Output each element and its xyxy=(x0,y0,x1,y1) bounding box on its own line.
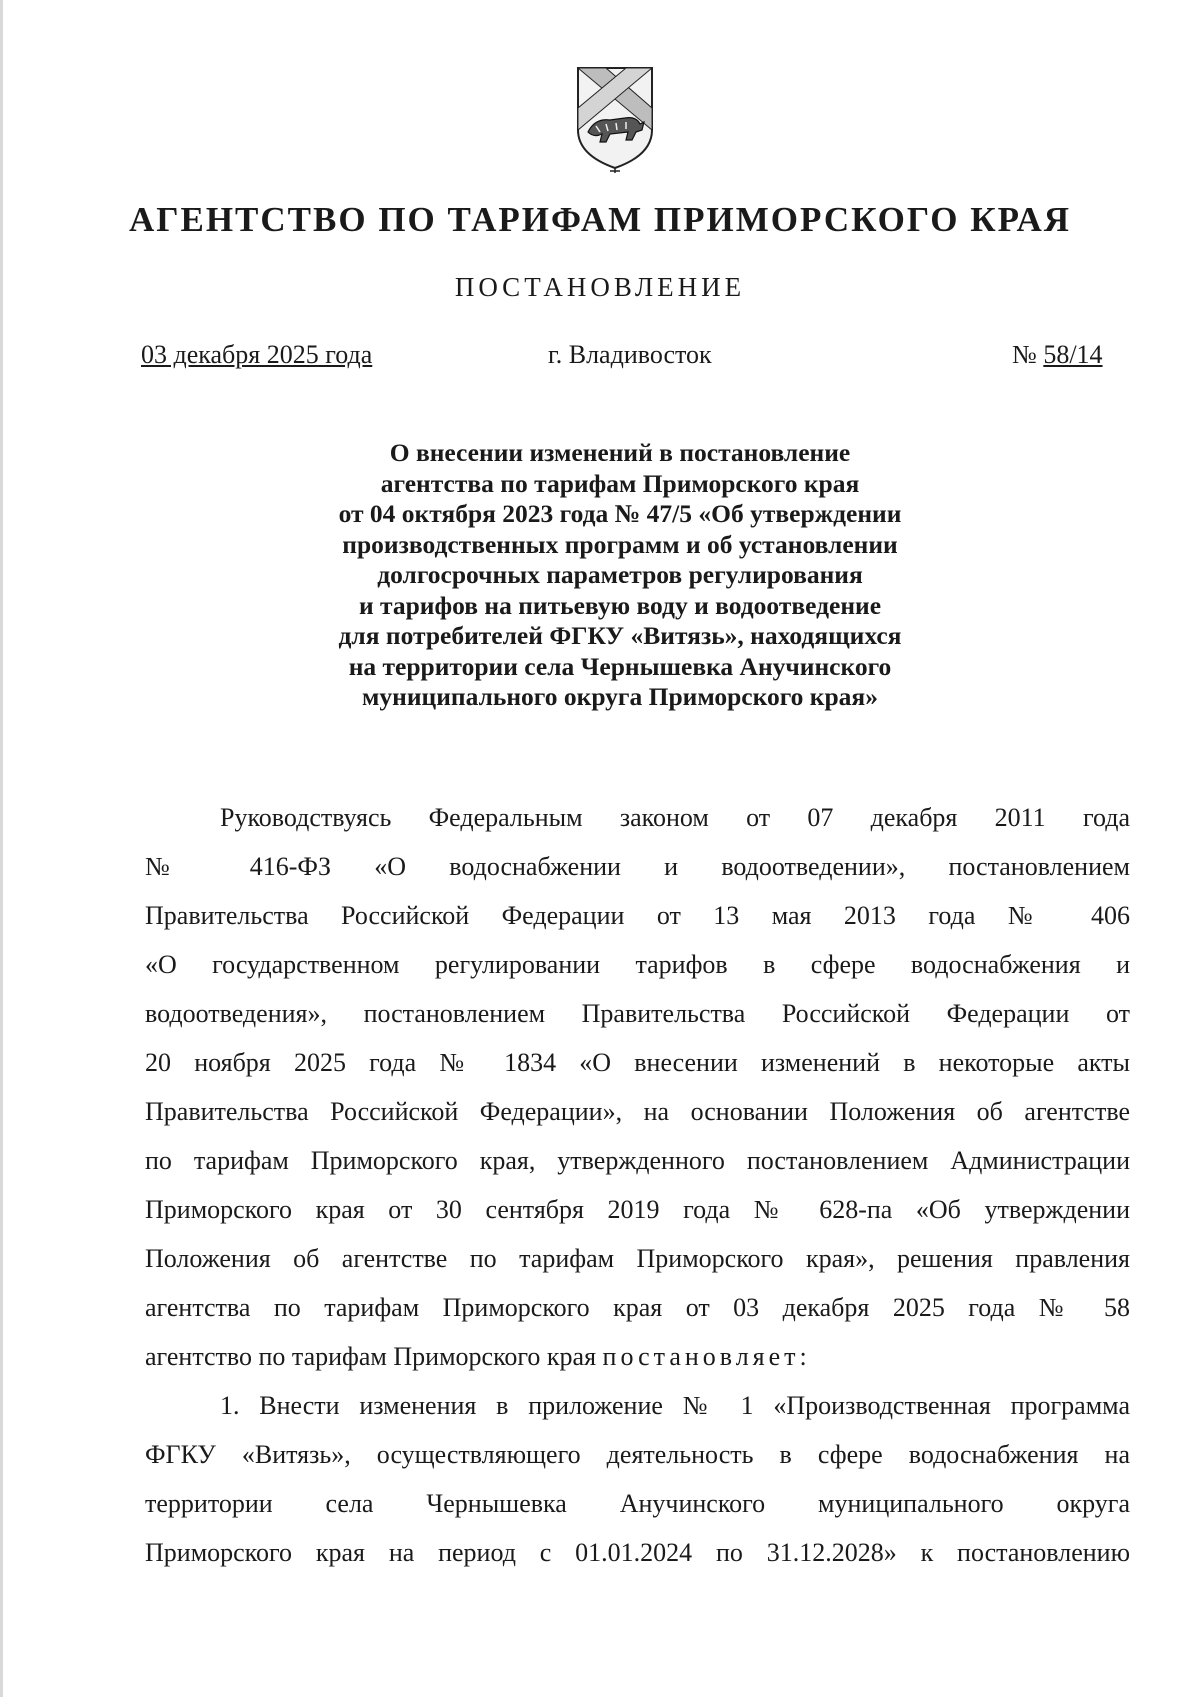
decree-line xyxy=(145,1332,1130,1381)
body-line: агентства по тарифам Приморского края от 03 декабря 2025 года № 58 xyxy=(145,1293,1130,1322)
agency-name: АГЕНТСТВО ПО ТАРИФАМ ПРИМОРСКОГО КРАЯ xyxy=(128,200,1072,239)
item-line: территории села Чернышевка Анучинского муниципального округа xyxy=(145,1489,1130,1518)
body-line: № 416-ФЗ «О водоснабжении и водоотведении», постановлением xyxy=(145,852,1130,881)
body-line: Правительства Российской Федерации», на основании Положения об агентстве xyxy=(145,1097,1130,1126)
body-line: Приморского края от 30 сентября 2019 года № 628-па «Об утверждении xyxy=(145,1195,1130,1224)
decree-word: постановляет: xyxy=(602,1342,811,1371)
document-number xyxy=(1012,340,1103,370)
body-line: 20 ноября 2025 года № 1834 «О внесении изменений в некоторые акты xyxy=(145,1048,1130,1077)
title-line: агентства по тарифам Приморского края xyxy=(380,468,860,498)
document-title xyxy=(200,438,1040,713)
item-line: Приморского края на период с 01.01.2024 по 31.12.2028» к постановлению xyxy=(145,1538,1130,1567)
coat-of-arms-icon xyxy=(570,60,660,175)
body-line: Руководствуясь Федеральным законом от 07 декабря 2011 года xyxy=(220,803,1130,832)
body-line: Положения об агентстве по тарифам Приморского края», решения правления xyxy=(145,1244,1130,1273)
title-line: производственных программ и об установлении xyxy=(342,529,898,559)
document-body xyxy=(145,793,1130,1577)
document-type: ПОСТАНОВЛЕНИЕ xyxy=(454,272,746,302)
title-line: О внесении изменений в постановление xyxy=(389,438,851,467)
item-line: 1. Внести изменения в приложение № 1 «Производственная программа xyxy=(220,1391,1130,1420)
title-line: на территории села Чернышевка Анучинского xyxy=(348,651,892,681)
number-value: 58/14 xyxy=(1043,340,1103,369)
decree-prefix: агентство по тарифам Приморского края xyxy=(145,1342,603,1371)
document-city: г. Владивосток xyxy=(548,340,712,369)
document-date: 03 декабря 2025 года xyxy=(141,340,373,369)
body-line: «О государственном регулировании тарифов в сфере водоснабжения и xyxy=(145,950,1130,979)
title-line: от 04 октября 2023 года № 47/5 «Об утверждении xyxy=(338,499,902,528)
number-prefix: № xyxy=(1012,340,1037,369)
title-line: муниципального округа Приморского края» xyxy=(362,682,878,711)
scan-edge xyxy=(0,0,3,1697)
title-line: долгосрочных параметров регулирования xyxy=(377,560,863,589)
body-line: по тарифам Приморского края, утвержденного постановлением Администрации xyxy=(145,1146,1130,1175)
title-line: для потребителей ФГКУ «Витязь», находящихся xyxy=(338,621,902,650)
item-line: ФГКУ «Витязь», осуществляющего деятельность в сфере водоснабжения на xyxy=(145,1440,1130,1469)
title-line: и тарифов на питьевую воду и водоотведение xyxy=(358,590,882,620)
body-line: водоотведения», постановлением Правительства Российской Федерации от xyxy=(145,999,1130,1028)
body-line: Правительства Российской Федерации от 13 мая 2013 года № 406 xyxy=(145,901,1130,930)
